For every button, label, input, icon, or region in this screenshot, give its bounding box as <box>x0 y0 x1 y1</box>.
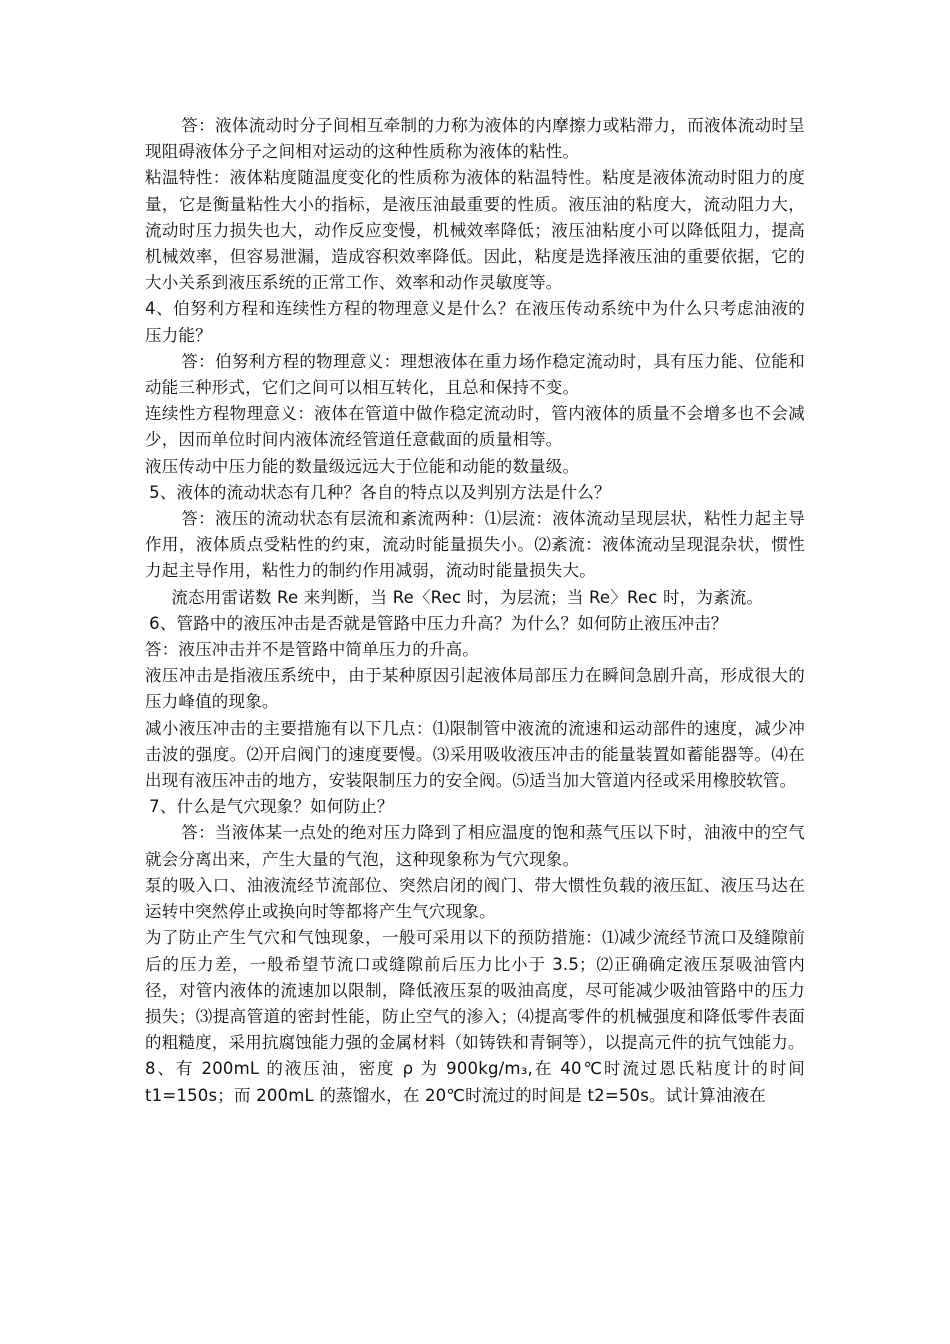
question-6: 6、管路中的液压冲击是否就是管路中压力升高？为什么？如何防止液压冲击？ <box>149 613 728 633</box>
answer-paragraph-hydraulic-shock: 答：液压冲击并不是管路中简单压力的升高。 <box>145 640 479 660</box>
paragraph-cavitation-locations: 泵的吸入口、油液流经节流部位、突然启闭的阀门、带大惯性负载的液压缸、液压马达在运转中突然停止或换向时等都将产生气穴现象。 <box>145 875 805 922</box>
paragraph-continuity: 连续性方程物理意义：液体在管道中做作稳定流动时，管内液体的质量不会增多也不会减少，因而单位时间内液体流经管道任意截面的质量相等。 <box>145 404 805 450</box>
paragraph-reynolds: 流态用雷诺数 Re 来判断，当 Re〈Rec 时，为层流；当 Re〉Rec 时，为紊流。 <box>171 587 764 607</box>
question-4: 4、伯努利方程和连续性方程的物理意义是什么？在液压传动系统中为什么只考虑油液的压力能？ <box>145 299 805 345</box>
answer-paragraph-flow-state: 答：液压的流动状态有层流和紊流两种：⑴层流：液体流动呈现层状，粘性力起主导作用，液体质点受粘性的约束，流动时能量损失小。⑵紊流：液体流动呈现混杂状，惯性力起主导作用，粘性力的制约作用减弱，流动时能量损失大。 <box>145 509 805 581</box>
answer-paragraph-viscosity: 答：液体流动时分子间相互牵制的力称为液体的内摩擦力或粘滞力，而液体流动时呈现阻碍液体分子之间相对运动的这种性质称为液体的粘性。 <box>145 116 805 162</box>
question-8: 8、有 200mL 的液压油，密度 ρ 为 900kg/m₃,在 40℃时流过恩氏粘度计的时间 t1=150s；而 200mL 的蒸馏水，在 20℃时流过的时间是 t2=50s。试计算油液在 <box>145 1059 805 1105</box>
paragraph-shock-measures: 减小液压冲击的主要措施有以下几点：⑴限制管中液流的流速和运动部件的速度，减少冲击波的强度。⑵开启阀门的速度要慢。⑶采用吸收液压冲击的能量装置如蓄能器等。⑷在出现有液压冲击的地方，安装限制压力的安全阀。⑸适当加大管道内径或采用橡胶软管。 <box>145 718 805 791</box>
paragraph-cavitation-prevention: 为了防止产生气穴和气蚀现象，一般可采用以下的预防措施：⑴减少流经节流口及缝隙前后的压力差，一般希望节流口或缝隙前后压力比小于 3.5；⑵正确确定液压泵吸油管内径，对管内液体的流速加以限制，降低液压泵的吸油高度，尽可能减少吸油管路中的压力损失；⑶提高管道的密封性能，防止空气的渗入；⑷提高零件的机械强度和降低零件表面的粗糙度，采用抗腐蚀能力强的金属材料（如铸铁和青铜等），以提高元件的抗气蚀能力。 <box>145 928 805 1053</box>
answer-paragraph-cavitation: 答：当液体某一点处的绝对压力降到了相应温度的饱和蒸气压以下时，油液中的空气就会分离出来，产生大量的气泡，这种现象称为气穴现象。 <box>145 823 805 869</box>
question-7: 7、什么是气穴现象？如何防止？ <box>149 797 394 817</box>
question-5: 5、液体的流动状态有几种？各自的特点以及判别方法是什么？ <box>149 482 611 502</box>
document-body <box>145 113 805 1109</box>
paragraph-shock-definition: 液压冲击是指液压系统中，由于某种原因引起液体局部压力在瞬间急剧升高，形成很大的压力峰值的现象。 <box>145 666 805 712</box>
paragraph-viscosity-temperature: 粘温特性：液体粘度随温度变化的性质称为液体的粘温特性。粘度是液体流动时阻力的度量，它是衡量粘性大小的指标，是液压油最重要的性质。液压油的粘度大，流动阻力大，流动时压力损失也大，动作反应变慢，机械效率降低；液压油粘度小可以降低阻力，提高机械效率，但容易泄漏，造成容积效率降低。因此，粘度是选择液压油的重要依据，它的大小关系到液压系统的正常工作、效率和动作灵敏度等。 <box>145 168 805 293</box>
paragraph-pressure-energy: 液压传动中压力能的数量级远远大于位能和动能的数量级。 <box>145 456 580 476</box>
answer-paragraph-bernoulli: 答：伯努利方程的物理意义：理想液体在重力场作稳定流动时，具有压力能、位能和动能三种形式，它们之间可以相互转化，且总和保持不变。 <box>145 351 805 398</box>
